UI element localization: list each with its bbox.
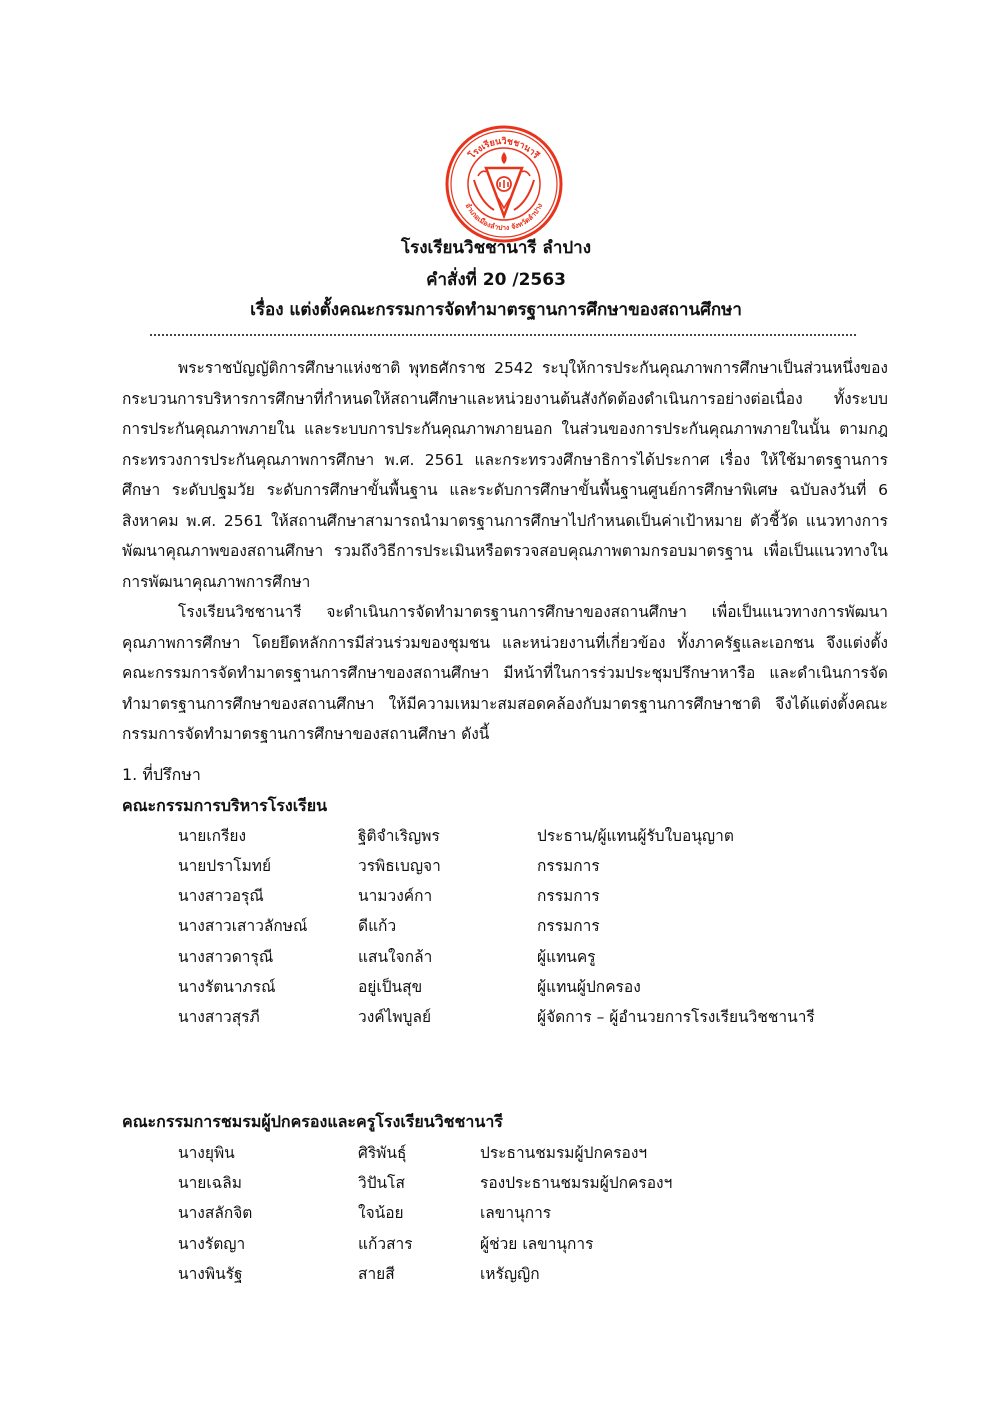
member-last-name: สายสี xyxy=(358,1265,395,1283)
group-title-board: คณะกรรมการบริหารโรงเรียน xyxy=(122,796,328,815)
member-role: ผู้แทนผู้ปกครอง xyxy=(537,978,641,996)
member-first-name: นายเฉลิม xyxy=(178,1174,242,1192)
member-first-name: นางสาวดารุณี xyxy=(178,948,274,966)
member-first-name: นางรัตญา xyxy=(178,1235,246,1253)
member-last-name: แสนใจกล้า xyxy=(358,948,433,966)
member-role: ผู้แทนครู xyxy=(537,948,596,966)
member-first-name: นางสลักจิต xyxy=(178,1204,253,1222)
svg-text:อำเภอเมืองลำปาง จังหวัดลำปาง: อำเภอเมืองลำปาง จังหวัดลำปาง xyxy=(463,201,545,233)
member-row xyxy=(0,1138,992,1168)
group-title-parents-club: คณะกรรมการชมรมผู้ปกครองและครูโรงเรียนวิชชานารี xyxy=(122,1112,503,1131)
member-last-name: แก้วสาร xyxy=(358,1235,413,1253)
member-row xyxy=(0,1002,992,1032)
member-first-name: นางสาวอรุณี xyxy=(178,887,264,905)
paragraph-2: โรงเรียนวิชชานารี จะดำเนินการจัดทำมาตรฐานการศึกษาของสถานศึกษา เพื่อเป็นแนวทางการพัฒนาคุณภาพการศึกษา โดยยึดหลักการมีส่วนร่วมของชุมชน และหน่วยงานที่เกี่ยวข้อง ทั้งภาครัฐและเอกชน จึงแต่งตั้งคณะกรรมการจัดทำมาตรฐานการศึกษาของสถานศึกษา มีหน้าที่ในการร่วมประชุมปรึกษาหารือ และดำเนินการจัดทำมาตรฐานการศึกษาของสถานศึกษา ให้มีความเหมาะสมสอดคล้องกับมาตรฐานการศึกษาชาติ จึงได้แต่งตั้งคณะกรรมการจัดทำมาตรฐานการศึกษาของสถานศึกษา ดังนี้ xyxy=(122,603,888,743)
member-role: ประธาน/ผู้แทนผู้รับใบอนุญาต xyxy=(537,827,734,845)
svg-text:โรงเรียนวิชชานารี: โรงเรียนวิชชานารี xyxy=(467,136,541,162)
member-last-name: วิปันโส xyxy=(358,1174,405,1192)
dotted-divider xyxy=(150,334,856,336)
member-last-name: ศิริพันธุ์ xyxy=(358,1144,407,1162)
member-last-name: วงค์ไพบูลย์ xyxy=(358,1008,432,1026)
order-subject-heading: เรื่อง แต่งตั้งคณะกรรมการจัดทำมาตรฐานการศึกษาของสถานศึกษา xyxy=(250,300,742,320)
member-role: ประธานชมรมผู้ปกครองฯ xyxy=(480,1144,648,1162)
member-row xyxy=(0,1168,992,1198)
member-row xyxy=(0,911,992,941)
section-1-heading: 1. ที่ปรึกษา xyxy=(122,765,201,784)
member-first-name: นายเกรียง xyxy=(178,827,247,845)
order-number-heading: คำสั่งที่ 20 /2563 xyxy=(426,270,566,290)
member-row xyxy=(0,942,992,972)
member-role: รองประธานชมรมผู้ปกครองฯ xyxy=(480,1174,673,1192)
member-row xyxy=(0,821,992,851)
member-row xyxy=(0,851,992,881)
member-row xyxy=(0,972,992,1002)
member-last-name: วรพิธเบญจา xyxy=(358,857,441,875)
member-first-name: นางรัตนาภรณ์ xyxy=(178,978,276,996)
member-row xyxy=(0,1229,992,1259)
member-role: กรรมการ xyxy=(537,887,600,905)
member-row xyxy=(0,1259,992,1289)
member-role: ผู้จัดการ – ผู้อำนวยการโรงเรียนวิชชานารี xyxy=(537,1008,815,1026)
member-role: เลขานุการ xyxy=(480,1204,552,1222)
school-name-heading: โรงเรียนวิชชานารี ลำปาง xyxy=(400,238,592,258)
school-seal-logo xyxy=(444,124,564,244)
member-last-name: ใจน้อย xyxy=(358,1204,404,1222)
member-last-name: ดีแก้ว xyxy=(358,917,397,935)
member-row xyxy=(0,1198,992,1228)
member-role: กรรมการ xyxy=(537,917,600,935)
member-role: เหรัญญิก xyxy=(480,1265,540,1283)
member-role: กรรมการ xyxy=(537,857,600,875)
member-first-name: นางสาวเสาวลักษณ์ xyxy=(178,917,308,935)
member-last-name: นามวงค์กา xyxy=(358,887,433,905)
member-row xyxy=(0,881,992,911)
member-last-name: อยู่เป็นสุข xyxy=(358,978,423,996)
member-first-name: นางสาวสุรภี xyxy=(178,1008,260,1026)
member-role: ผู้ช่วย เลขานุการ xyxy=(480,1235,594,1253)
member-first-name: นายปราโมทย์ xyxy=(178,857,272,875)
paragraph-1: พระราชบัญญัติการศึกษาแห่งชาติ พุทธศักราช 2542 ระบุให้การประกันคุณภาพการศึกษาเป็นส่วนหนึ่งของกระบวนการบริหารการศึกษาที่กำหนดให้สถานศึกษาและหน่วยงานต้นสังกัดต้องดำเนินการอย่างต่อเนื่อง ทั้งระบบการประกันคุณภาพภายใน และระบบการประกันคุณภาพภายนอก ในส่วนของการประกันคุณภาพภายในนั้น ตามกฎกระทรวงการประกันคุณภาพการศึกษา พ.ศ. 2561 และกระทรวงศึกษาธิการได้ประกาศ เรื่อง ให้ใช้มาตรฐานการศึกษา ระดับปฐมวัย ระดับการศึกษาขั้นพื้นฐาน และระดับการศึกษาขั้นพื้นฐานศูนย์การศึกษาพิเศษ ฉบับลงวันที่ 6 สิงหาคม พ.ศ. 2561 ให้สถานศึกษาสามารถนำมาตรฐานการศึกษาไปกำหนดเป็นค่าเป้าหมาย ตัวชี้วัด แนวทางการพัฒนาคุณภาพของสถานศึกษา รวมถึงวิธีการประเมินหรือตรวจสอบคุณภาพตามกรอบมาตรฐาน เพื่อเป็นแนวทางในการพัฒนาคุณภาพการศึกษา xyxy=(122,359,888,591)
member-first-name: นางยุพิน xyxy=(178,1144,235,1162)
member-last-name: ฐิติจำเริญพร xyxy=(358,827,440,845)
member-first-name: นางพินรัฐ xyxy=(178,1265,243,1283)
